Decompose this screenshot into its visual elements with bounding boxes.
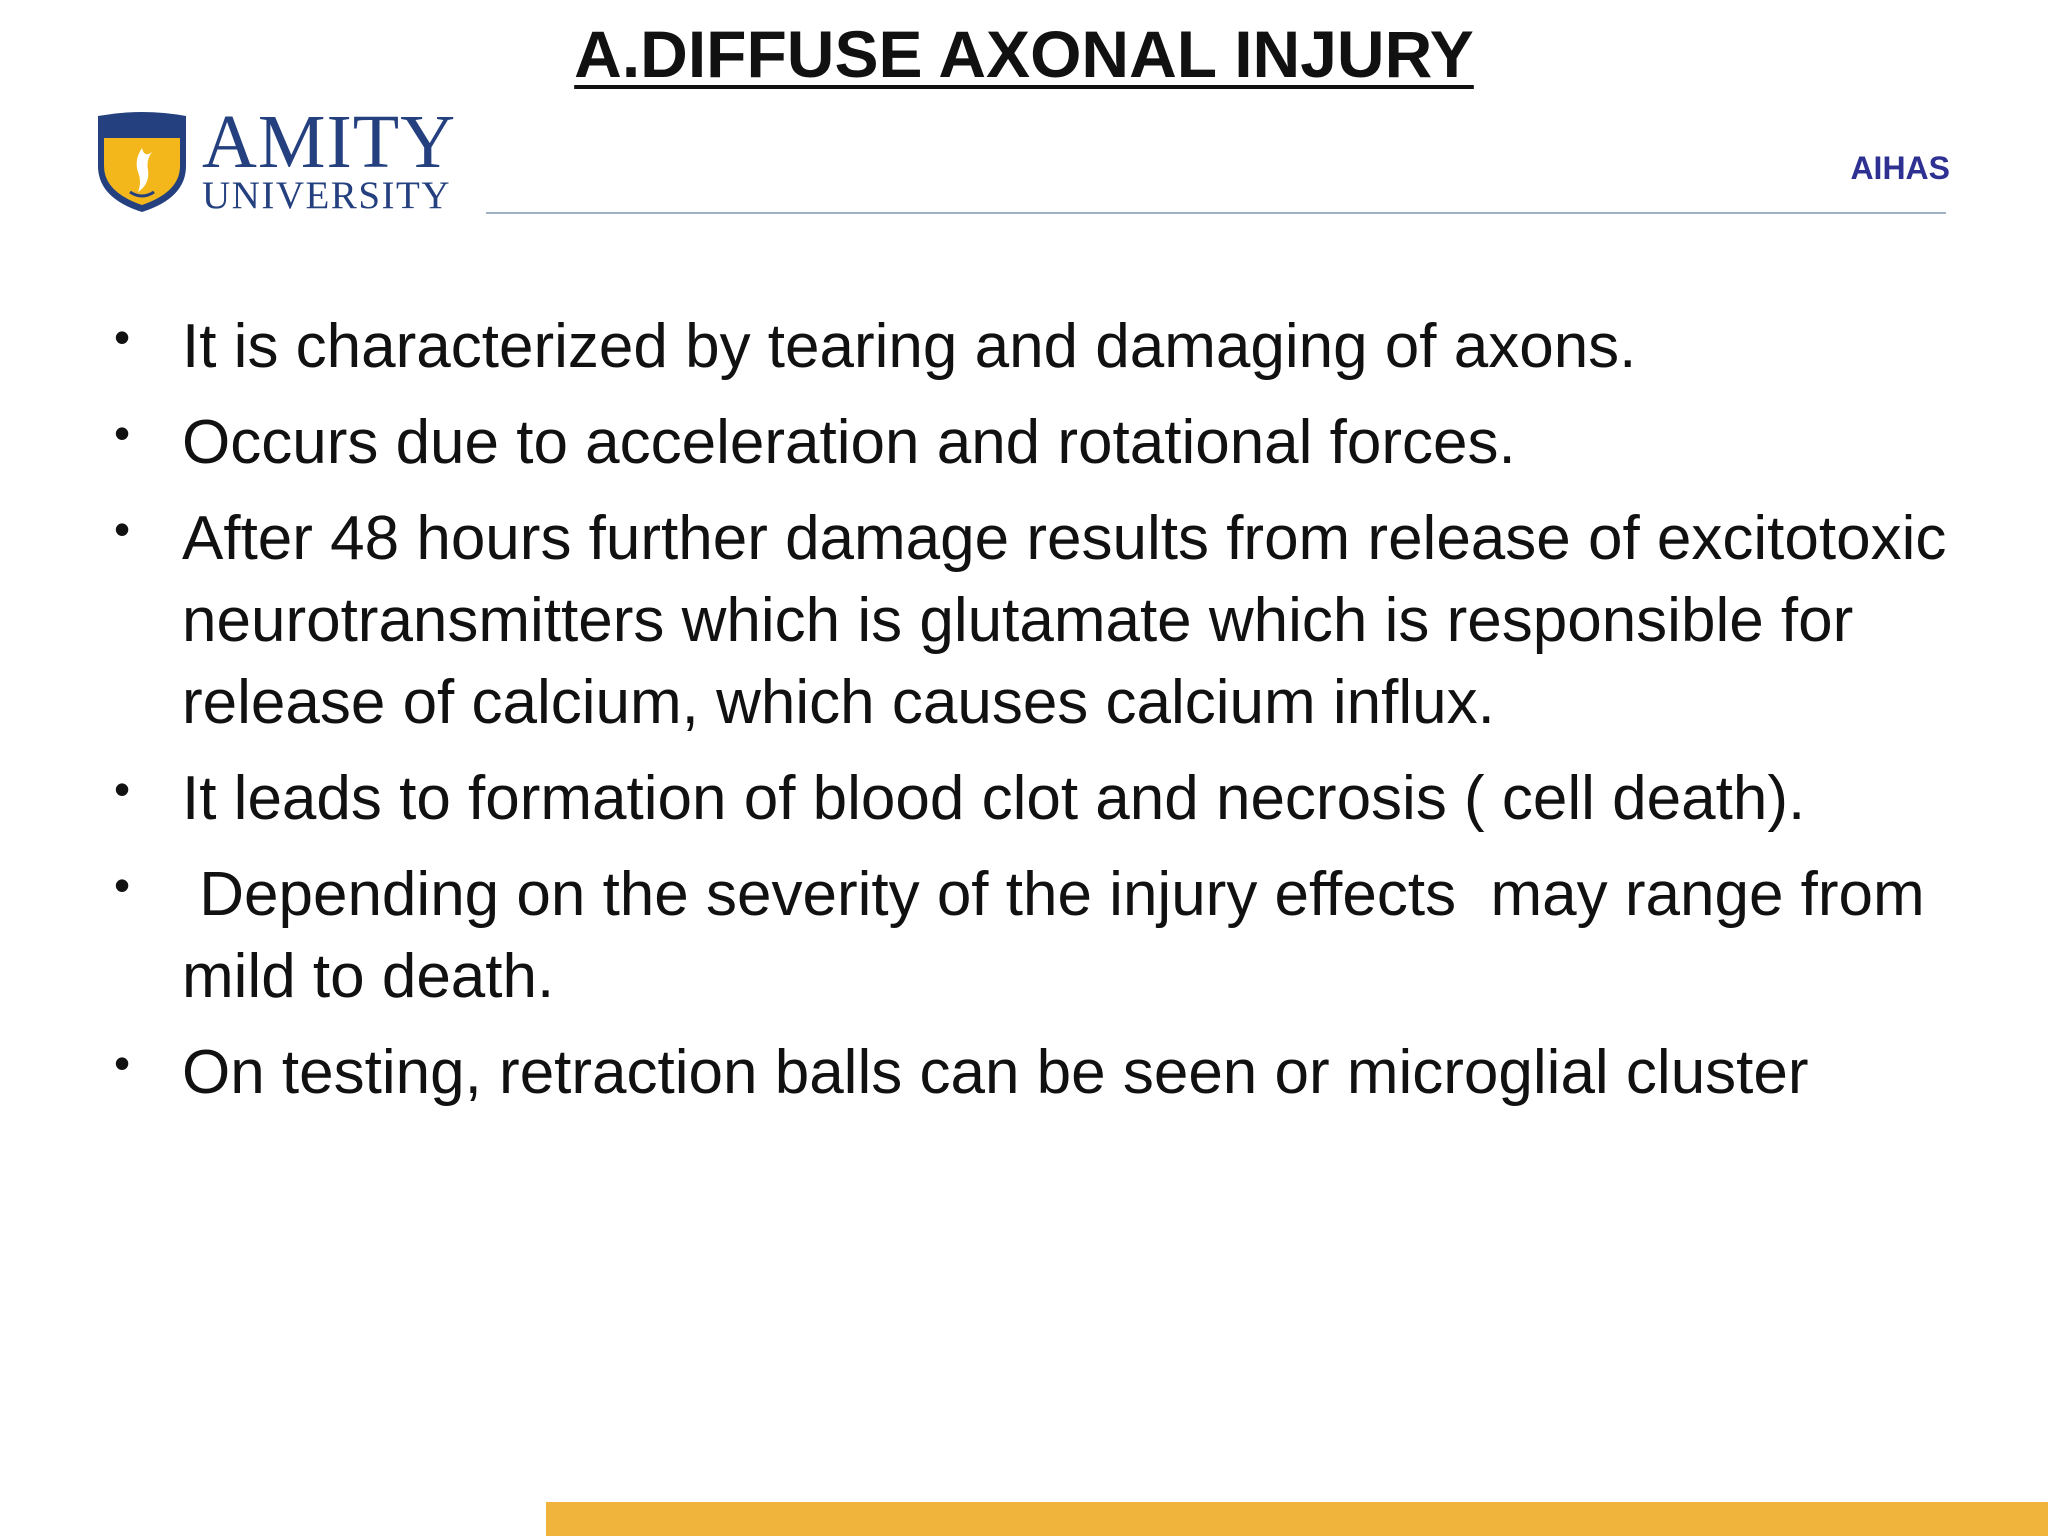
logo-wordmark-main: AMITY [202,100,457,184]
bullet-text: After 48 hours further damage results from release of excitotoxic neurotransmitters which is glutamate which is responsible for release of calcium, which causes calcium influx. [182,504,1964,737]
bullet-marker: • [114,311,131,363]
bullet-marker: • [114,407,131,459]
bullet-list [110,306,1964,1128]
bullet-item [110,306,1960,388]
bullet-text: It leads to formation of blood clot and necrosis ( cell death). [182,764,1806,833]
bullet-marker: • [114,763,131,815]
slide-title-text: A.DIFFUSE AXONAL INJURY [574,17,1474,91]
bullet-item [110,854,1960,1018]
header-divider [486,212,1946,214]
bullet-marker: • [114,859,131,911]
bullet-item [110,1032,1960,1114]
bullet-text: Depending on the severity of the injury effects may range from mild to death. [182,860,1942,1011]
footer-accent-bar [546,1502,2048,1536]
header-tag: AIHAS [1850,150,1950,186]
slide-title [0,14,2048,94]
logo-wordmark-sub: UNIVERSITY [202,174,451,217]
bullet-item [110,402,1960,484]
bullet-text: On testing, retraction balls can be seen or microglial cluster [182,1038,1809,1107]
bullet-text: It is characterized by tearing and damaging of axons. [182,312,1637,381]
bullet-item [110,498,1964,744]
amity-university-logo [94,100,457,217]
amity-shield-icon [94,108,190,214]
bullet-item [110,758,1960,840]
bullet-marker: • [114,1037,131,1089]
bullet-text: Occurs due to acceleration and rotational forces. [182,408,1516,477]
bullet-marker: • [114,503,131,555]
